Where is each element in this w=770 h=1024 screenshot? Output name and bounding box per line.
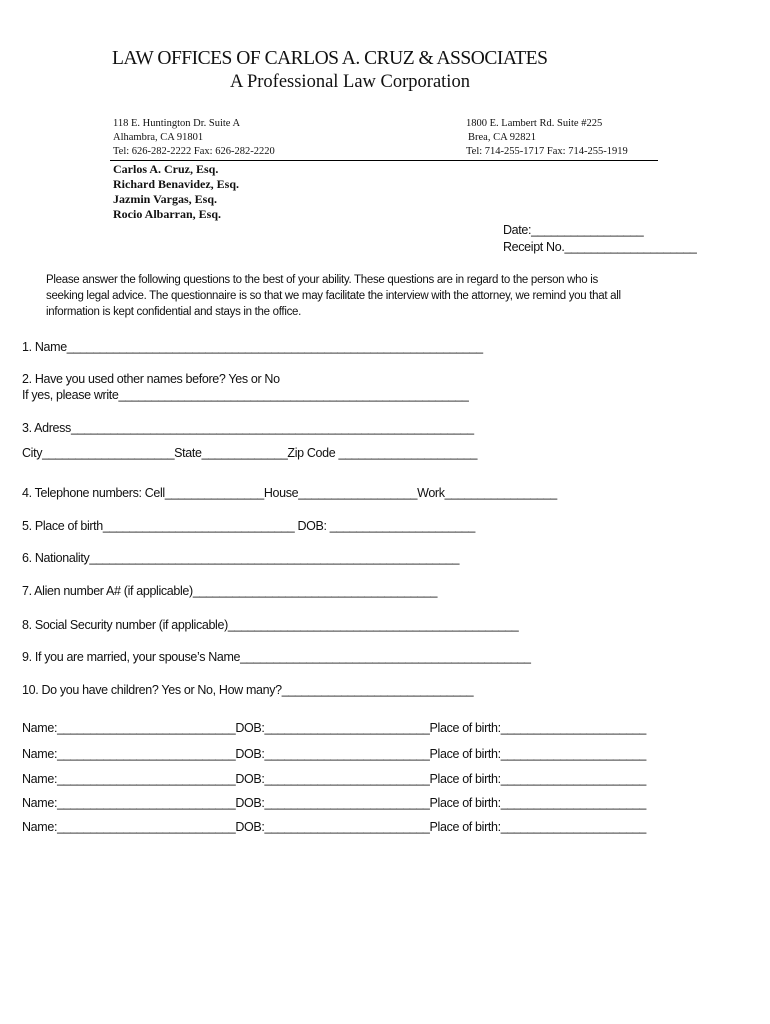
child-name-field[interactable]: Name:___________________________ [22,721,236,735]
child-dob-field[interactable]: DOB:_________________________ [235,796,430,810]
child-row [22,772,646,786]
intro-line: seeking legal advice. The questionnaire is so that we may facilitate the interview with the attorney, we remind you that all [46,290,621,302]
address-field[interactable]: 3. Adress_____________________________________________________________ [22,421,474,435]
office-right-phone: Tel: 714-255-1717 Fax: 714-255-1919 [466,146,628,157]
child-row [22,721,646,735]
office-right-city: Brea, CA 92821 [468,132,536,143]
firm-subtitle: A Professional Law Corporation [230,72,470,92]
office-left [113,117,275,159]
other-names-field[interactable]: If yes, please write_____________________________________________________ [22,388,469,402]
office-right [466,117,628,159]
child-dob-field[interactable]: DOB:_________________________ [235,721,430,735]
attorney-name: Rocio Albarran, Esq. [113,207,222,221]
nationality-field[interactable]: 6. Nationality________________________________________________________ [22,551,460,565]
child-birthplace-field[interactable]: Place of birth:______________________ [429,820,646,834]
child-name-field[interactable]: Name:___________________________ [22,747,236,761]
receipt-number-field[interactable]: Receipt No.____________________ [503,240,697,254]
telephone-field[interactable]: 4. Telephone numbers: Cell_______________House__________________Work_________________ [22,486,557,500]
other-names-question: 2. Have you used other names before? Yes or No [22,372,280,386]
header-divider [110,160,658,161]
office-left-street: 118 E. Huntington Dr. Suite A [113,118,241,129]
attorney-name: Carlos A. Cruz, Esq. [113,162,219,176]
child-birthplace-field[interactable]: Place of birth:______________________ [429,796,646,810]
child-row [22,820,646,834]
attorney-name: Jazmin Vargas, Esq. [113,192,218,206]
intro-paragraph [46,272,666,320]
firm-name: LAW OFFICES OF CARLOS A. CRUZ & ASSOCIATES [112,48,548,69]
office-left-city: Alhambra, CA 91801 [113,132,204,143]
child-name-field[interactable]: Name:___________________________ [22,796,236,810]
office-left-phone: Tel: 626-282-2222 Fax: 626-282-2220 [113,146,275,157]
child-row [22,747,646,761]
child-name-field[interactable]: Name:___________________________ [22,820,236,834]
ssn-field[interactable]: 8. Social Security number (if applicable)____________________________________________ [22,618,519,632]
child-birthplace-field[interactable]: Place of birth:______________________ [429,721,646,735]
child-dob-field[interactable]: DOB:_________________________ [235,747,430,761]
child-dob-field[interactable]: DOB:_________________________ [235,772,430,786]
child-birthplace-field[interactable]: Place of birth:______________________ [429,747,646,761]
child-name-field[interactable]: Name:___________________________ [22,772,236,786]
birthplace-dob-field[interactable]: 5. Place of birth_____________________________ DOB: ______________________ [22,519,476,533]
office-right-street: 1800 E. Lambert Rd. Suite #225 [466,118,603,129]
child-row [22,796,646,810]
alien-number-field[interactable]: 7. Alien number A# (if applicable)_____________________________________ [22,584,438,598]
intro-line: Please answer the following questions to the best of your ability. These questions are in regard to the person who is [46,274,598,286]
child-birthplace-field[interactable]: Place of birth:______________________ [429,772,646,786]
date-field[interactable]: Date:_________________ [503,223,644,237]
name-field[interactable]: 1. Name_______________________________________________________________ [22,340,483,354]
child-dob-field[interactable]: DOB:_________________________ [235,820,430,834]
attorney-list [113,162,239,222]
intro-line: information is kept confidential and stays in the office. [46,306,302,318]
spouse-name-field[interactable]: 9. If you are married, your spouse’s Name____________________________________________ [22,650,531,664]
attorney-name: Richard Benavidez, Esq. [113,177,240,191]
city-state-zip-field[interactable]: City____________________State_____________Zip Code _____________________ [22,446,478,460]
children-count-field[interactable]: 10. Do you have children? Yes or No, How many?_____________________________ [22,683,474,697]
